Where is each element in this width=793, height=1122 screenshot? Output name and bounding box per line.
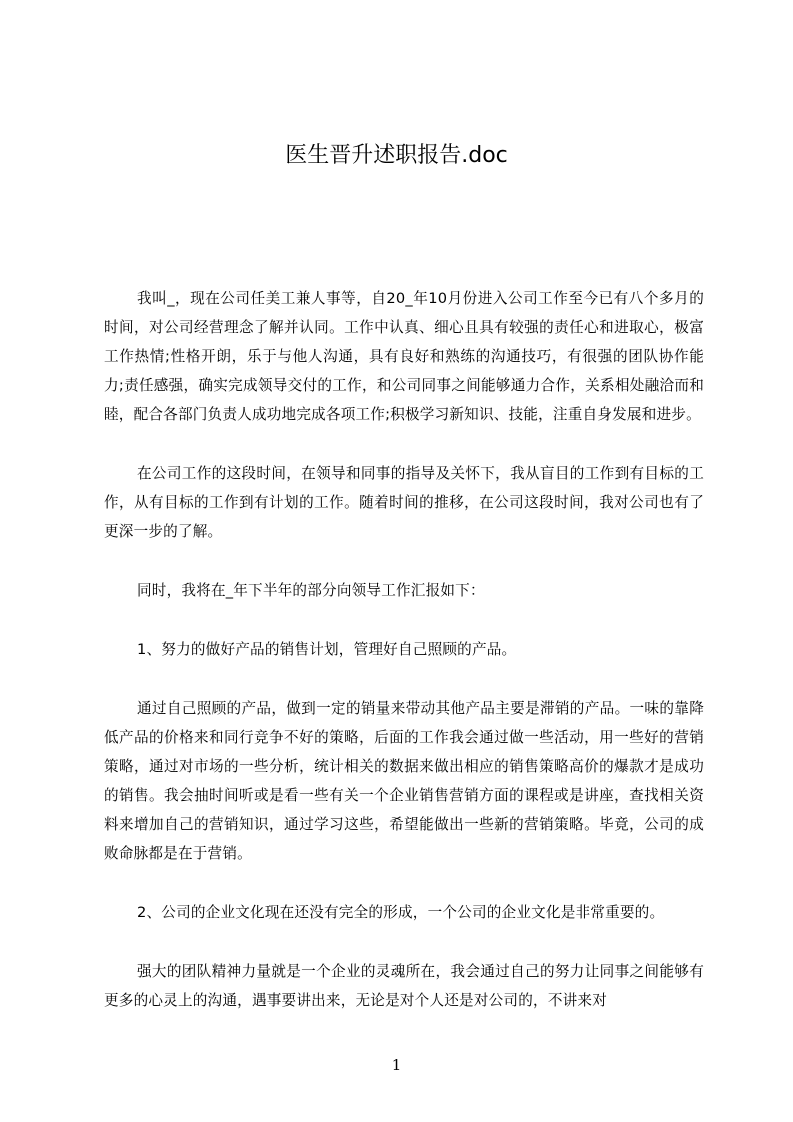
paragraph-introduction: 我叫_，现在公司任美工兼人事等，自20_年10月份进入公司工作至今已有八个多月的时间，对公司经营理念了解并认同。工作中认真、细心且具有较强的责任心和进取心，极富工作热情;性格开朗，乐于与他人沟通，具有良好和熟练的沟通技巧，有很强的团队协作能力;责任感强，确实完成领导交付的工作，和公司同事之间能够通力合作，关系相处融洽而和睦，配合各部门负责人成功地完成各项工作;积极学习新知识、技能，注重自身发展和进步。 [104, 290, 704, 423]
paragraph-sales-strategy: 通过自己照顾的产品，做到一定的销量来带动其他产品主要是滞销的产品。一味的靠降低产品的价格来和同行竞争不好的策略，后面的工作我会通过做一些活动，用一些好的营销策略，通过对市场的一些分析，统计相关的数据来做出相应的销售策略高价的爆款才是成功的销售。我会抽时间听或是看一些有关一个企业销售营销方面的课程或是讲座，查找相关资料来增加自己的营销知识，通过学习这些，希望能做出一些新的营销策略。毕竟，公司的成败命脉都是在于营销。 [104, 700, 704, 862]
paragraph-item-1-heading: 1、努力的做好产品的销售计划，管理好自己照顾的产品。 [137, 641, 517, 658]
document-title: 医生晋升述职报告.doc [285, 143, 508, 168]
paragraph-team-spirit: 强大的团队精神力量就是一个企业的灵魂所在，我会通过自己的努力让同事之间能够有更多的心灵上的沟通，遇事要讲出来，无论是对个人还是对公司的，不讲来对 [104, 963, 704, 1009]
paragraph-item-2-heading: 2、公司的企业文化现在还没有完全的形成，一个公司的企业文化是非常重要的。 [137, 904, 665, 921]
paragraph-report-intro: 同时，我将在_年下半年的部分向领导工作汇报如下： [137, 582, 485, 599]
paragraph-work-period: 在公司工作的这段时间，在领导和同事的指导及关怀下，我从盲目的工作到有目标的工作，从有目标的工作到有计划的工作。随着时间的推移，在公司这段时间，我对公司也有了更深一步的了解。 [104, 465, 704, 540]
document-body [104, 284, 704, 1015]
page-number: 1 [391, 1056, 402, 1074]
